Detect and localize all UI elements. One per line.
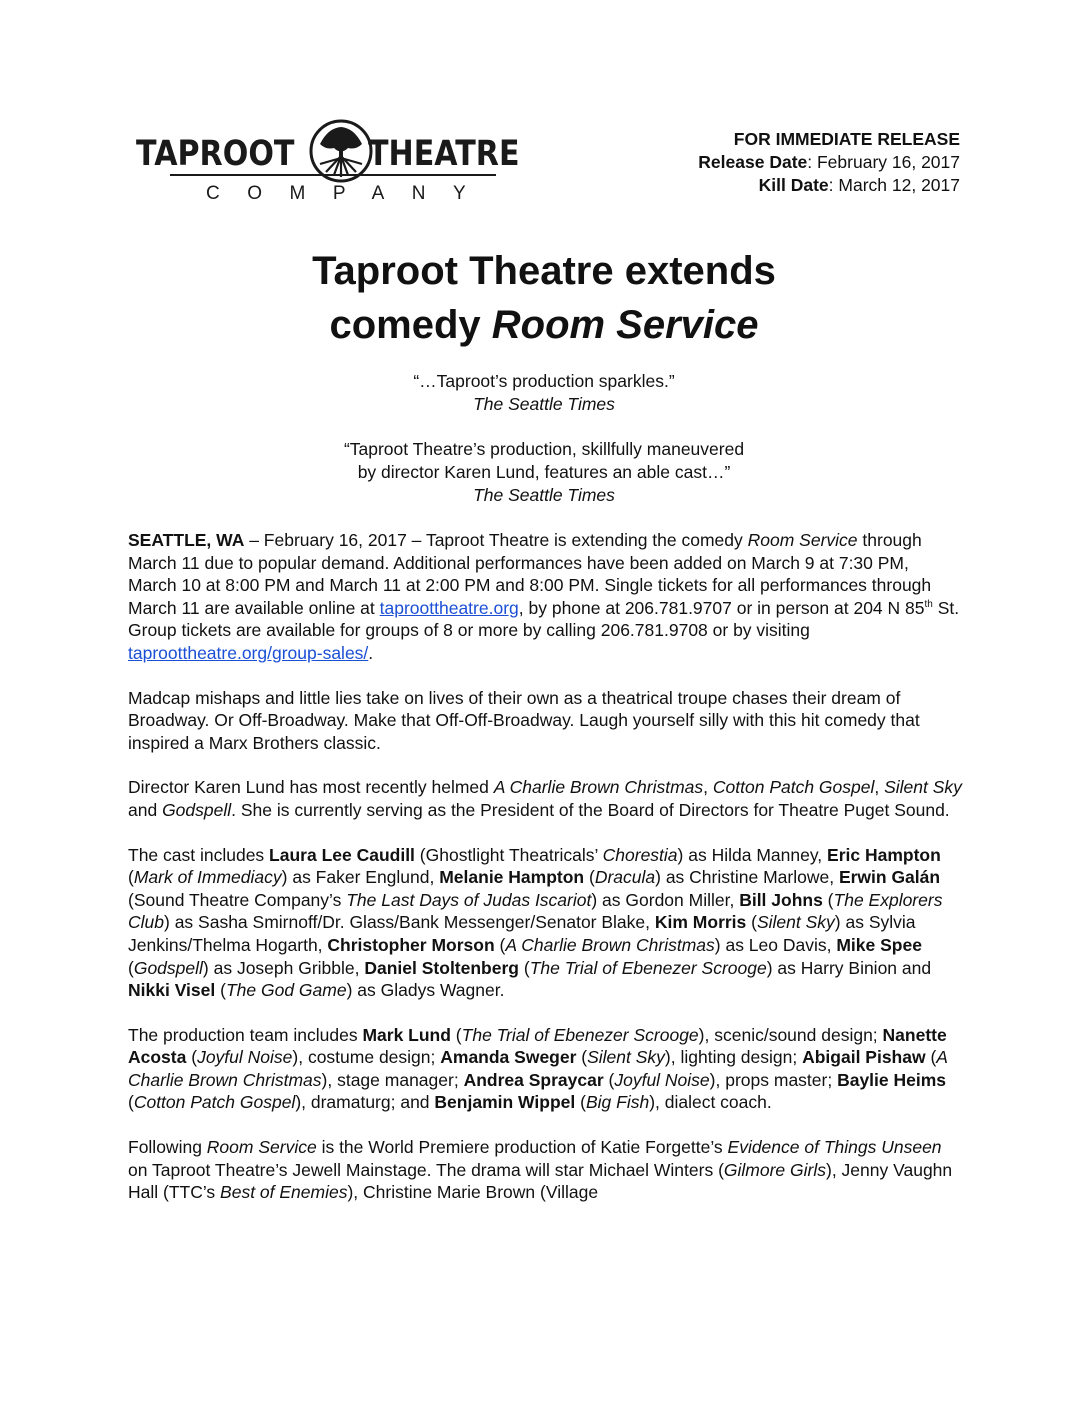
- text-run: ) as Joseph Gribble,: [202, 957, 365, 978]
- text-run: ) as Hilda Manney,: [677, 844, 828, 865]
- release-date: [698, 151, 960, 174]
- text-run: (: [186, 1047, 198, 1068]
- logo-word-taproot: TAPROOT: [136, 134, 295, 174]
- ordinal-suffix: th: [924, 598, 933, 610]
- text-run: (: [603, 1069, 615, 1090]
- paragraph-production-team: [128, 1024, 962, 1114]
- cast-name: Christopher Morson: [327, 934, 495, 955]
- logo-word-theatre: THEATRE: [368, 134, 520, 174]
- title-line-1: Taproot Theatre extends: [312, 249, 776, 293]
- review-quote: [0, 370, 1088, 416]
- quote-source: The Seattle Times: [473, 394, 615, 414]
- release-heading: FOR IMMEDIATE RELEASE: [733, 129, 960, 149]
- paragraph-director: [128, 776, 962, 821]
- crew-name: Baylie Heims: [837, 1069, 947, 1090]
- show-title: A Charlie Brown Christmas: [493, 777, 704, 798]
- logo-company: COMPANY: [206, 183, 494, 204]
- title-line-2-italic: Room Service: [491, 303, 759, 347]
- text-run: (: [215, 980, 226, 1001]
- text-run: ), dialect coach.: [649, 1092, 772, 1113]
- show-title: Big Fish: [585, 1092, 650, 1113]
- text-run: The cast includes: [128, 844, 270, 865]
- show-title: Gilmore Girls: [723, 1159, 826, 1180]
- text-run: ) as Faker Englund,: [281, 867, 440, 888]
- logo-rule: [170, 174, 496, 176]
- text-run: ) as Christine Marlowe,: [655, 867, 839, 888]
- text-run: (: [128, 867, 134, 888]
- crew-name: Nanette Acosta: [128, 1024, 947, 1068]
- show-title: Room Service: [206, 1137, 317, 1158]
- show-title: Joyful Noise: [614, 1069, 710, 1090]
- text-run: (: [518, 957, 530, 978]
- show-title: Silent Sky: [756, 912, 835, 933]
- release-date-value: : February 16, 2017: [807, 152, 960, 172]
- show-title: The Explorers Club: [128, 889, 943, 933]
- text-run: (: [584, 867, 595, 888]
- page-title: [0, 244, 1088, 352]
- show-title: Godspell: [133, 957, 203, 978]
- cast-name: Bill Johns: [739, 889, 823, 910]
- quote-source: The Seattle Times: [473, 485, 615, 505]
- show-title: The God Game: [225, 980, 347, 1001]
- text-run: Following: [128, 1137, 207, 1158]
- quote-text-line-2: by director Karen Lund, features an able cast…”: [357, 462, 731, 482]
- quote-text: “…Taproot’s production sparkles.”: [413, 371, 675, 391]
- text-run: is the World Premiere production of Katie Forgette’s: [316, 1137, 728, 1158]
- text-run: ), dramaturg; and: [295, 1092, 435, 1113]
- release-body: [128, 529, 962, 1226]
- title-line-2-plain: comedy: [329, 303, 492, 347]
- text-run: ), scenic/sound design;: [698, 1024, 883, 1045]
- show-title: Joyful Noise: [197, 1047, 293, 1068]
- text-run: ) as Leo Davis,: [714, 934, 837, 955]
- show-title: Mark of Immediacy: [133, 867, 282, 888]
- kill-date-value: : March 12, 2017: [828, 175, 960, 195]
- kill-date-label: Kill Date: [758, 175, 829, 195]
- release-info: [698, 128, 960, 197]
- text-run: Director Karen Lund has most recently helmed: [128, 777, 494, 798]
- cast-name: Daniel Stoltenberg: [364, 957, 519, 978]
- text-run: ) as Gordon Miller,: [591, 889, 740, 910]
- text-run: (: [450, 1024, 462, 1045]
- paragraph-cast: [128, 844, 962, 1002]
- text-run: (: [576, 1047, 588, 1068]
- cast-name: Erwin Galán: [838, 867, 941, 888]
- cast-name: Kim Morris: [654, 912, 747, 933]
- release-date-label: Release Date: [698, 152, 808, 172]
- cast-name: Eric Hampton: [827, 844, 941, 865]
- text-run: ) as Gladys Wagner.: [346, 980, 505, 1001]
- show-title: Dracula: [594, 867, 656, 888]
- text-run: ), costume design;: [292, 1047, 441, 1068]
- show-title: Cotton Patch Gospel: [133, 1092, 296, 1113]
- text-run: (: [575, 1092, 586, 1113]
- show-title: Chorestia: [602, 844, 678, 865]
- crew-name: Abigail Pishaw: [802, 1047, 926, 1068]
- text-run: – February 16, 2017 – Taproot Theatre is extending the comedy: [244, 530, 748, 550]
- crew-name: Andrea Spraycar: [463, 1069, 604, 1090]
- show-title: Godspell: [162, 799, 232, 820]
- group-sales-link[interactable]: taproottheatre.org/group-sales/: [128, 642, 369, 663]
- text-run: on Taproot Theatre’s Jewell Mainstage. The drama will star Michael Winters (: [128, 1159, 724, 1180]
- dateline: SEATTLE, WA: [128, 530, 245, 550]
- text-run: (: [746, 912, 757, 933]
- text-run: ), props master;: [709, 1069, 838, 1090]
- text-run: (: [822, 889, 834, 910]
- kill-date: [698, 174, 960, 197]
- text-run: ) as Sylvia Jenkins/Thelma Hogarth,: [128, 912, 916, 955]
- paragraph-next-show: [128, 1136, 962, 1204]
- show-title: Silent Sky: [587, 1047, 665, 1068]
- website-link[interactable]: taproottheatre.org: [379, 597, 519, 618]
- text-run: ), stage manager;: [321, 1069, 464, 1090]
- show-title: Cotton Patch Gospel: [712, 777, 875, 798]
- paragraph-synopsis: Madcap mishaps and little lies take on lives of their own as a theatrical troupe chases their dream of Broadway. Or Off-Broadway. Make that Off-Off-Broadway. Laugh yourself silly with this hit comedy that inspired a Marx Brothers classic.: [128, 687, 920, 753]
- crew-name: Mark Lund: [362, 1024, 451, 1045]
- text-run: (: [128, 957, 134, 978]
- crew-name: Amanda Sweger: [440, 1047, 577, 1068]
- review-quotes: [0, 370, 1088, 529]
- show-title: The Trial of Ebenezer Scrooge: [461, 1024, 699, 1045]
- text-run: (Ghostlight Theatricals’: [414, 844, 603, 865]
- text-run: ), lighting design;: [664, 1047, 803, 1068]
- cast-name: Mike Spee: [836, 934, 922, 955]
- text-run: ) as Harry Binion and: [766, 957, 932, 978]
- crew-name: Benjamin Wippel: [434, 1092, 576, 1113]
- cast-name: Melanie Hampton: [439, 867, 585, 888]
- text-run: ,: [703, 777, 713, 798]
- show-title: Silent Sky: [884, 777, 962, 798]
- text-run: ) as Sasha Smirnoff/Dr. Glass/Bank Messenger/Senator Blake,: [164, 912, 655, 933]
- text-run: ,: [874, 777, 885, 798]
- text-run: ), Christine Marie Brown (Village: [347, 1182, 599, 1203]
- cast-name: Laura Lee Caudill: [269, 844, 415, 865]
- cast-name: Nikki Visel: [128, 980, 216, 1001]
- text-run: ), Jenny Vaughn Hall (TTC’s: [128, 1159, 953, 1203]
- title-line-2: [0, 298, 1088, 352]
- quote-text-line-1: “Taproot Theatre’s production, skillfully maneuvered: [343, 439, 745, 459]
- show-title: Best of Enemies: [220, 1182, 348, 1203]
- text-run: (: [128, 1092, 134, 1113]
- text-run: (: [925, 1047, 937, 1068]
- show-title: The Trial of Ebenezer Scrooge: [529, 957, 767, 978]
- review-quote: [0, 438, 1088, 507]
- paragraph-announcement: [128, 529, 962, 665]
- show-title: Room Service: [747, 530, 858, 550]
- text-run: The production team includes: [128, 1024, 363, 1045]
- text-run: , by phone at 206.781.9707 or in person at 204 N 85: [518, 597, 925, 618]
- text-run: .: [368, 642, 374, 663]
- text-run: (Sound Theatre Company’s: [128, 889, 347, 910]
- text-run: (: [494, 934, 506, 955]
- show-title: A Charlie Brown Christmas: [505, 934, 715, 955]
- show-title: The Last Days of Judas Iscariot: [346, 889, 592, 910]
- show-title: Evidence of Things Unseen: [727, 1137, 942, 1158]
- show-title: A Charlie Brown Christmas: [128, 1047, 948, 1090]
- text-run: St. Group tickets are available for groups of 8 or more by calling 206.781.9708 or by visiting: [128, 597, 960, 641]
- text-run: . She is currently serving as the President of the Board of Directors for Theatre Puget Sound.: [231, 799, 950, 820]
- text-run: and: [128, 799, 163, 820]
- taproot-logo: [136, 118, 536, 210]
- text-run: through March 11 due to popular demand. Additional performances have been added on March 9 at 7:30 PM, March 10 at 8:00 PM and March 11 at 2:00 PM and 8:00 PM. Single tickets for all performances through March 11 are available online at: [128, 530, 932, 618]
